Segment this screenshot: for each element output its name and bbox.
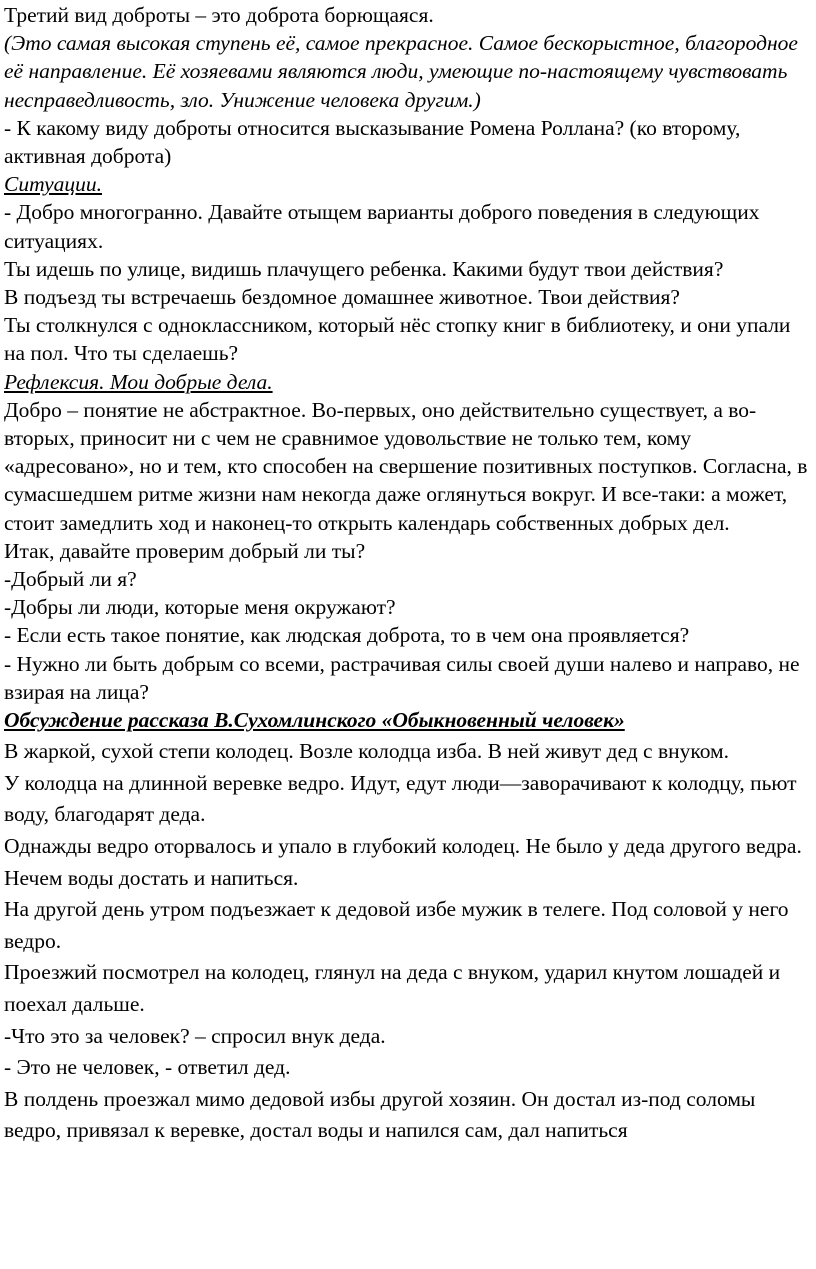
paragraph-question-am-i-kind: -Добрый ли я? xyxy=(4,567,137,592)
heading-situations: Ситуации. xyxy=(4,172,102,197)
paragraph-situation-crying-child: Ты идешь по улице, видишь плачущего ребенка. Какими будут твои действия? xyxy=(4,256,724,281)
section-top xyxy=(4,1,808,734)
paragraph-lets-check: Итак, давайте проверим добрый ли ты? xyxy=(4,538,366,563)
paragraph-question-people-kind: -Добры ли люди, которые меня окружают? xyxy=(4,595,396,620)
story-paragraph-steppe-well: В жаркой, сухой степи колодец. Возле колодца изба. В ней живут дед с внуком. xyxy=(4,739,730,764)
story-paragraph-traveler-left: Проезжий посмотрел на колодец, глянул на деда с внуком, ударил кнутом лошадей и поехал дальше. xyxy=(4,960,781,1017)
story-paragraph-bucket-fell: Однажды ведро оторвалось и упало в глубокий колодец. Не было у деда другого ведра. Нечем воды достать и напиться. xyxy=(4,834,802,890)
story-paragraph-grandfather-answer: - Это не человек, - ответил дед. xyxy=(4,1055,291,1080)
heading-reflection: Рефлексия. Мои добрые дела. xyxy=(4,369,273,394)
paragraph-situation-homeless-pet: В подъезд ты встречаешь бездомное домашнее животное. Твои действия? xyxy=(4,285,680,310)
paragraph-kindness-description: (Это самая высокая ступень её, самое прекрасное. Самое бескорыстное, благородное её направление. Её хозяевами являются люди, умеющие по-настоящему чувствовать несправедливость, зло. Унижение человека другим.) xyxy=(4,31,798,112)
story-paragraph-bucket: У колодца на длинной веревке ведро. Идут, едут люди—заворачивают к колодцу, пьют воду, благодарят деда. xyxy=(4,770,797,827)
paragraph-rolland-question: - К какому виду доброты относится высказывание Ромена Роллана? (ко второму, активная доброта) xyxy=(4,115,741,169)
story-paragraph-grandson-question: -Что это за человек? – спросил внук деда. xyxy=(4,1023,386,1048)
paragraph-question-human-kindness: - Если есть такое понятие, как людская доброта, то в чем она проявляется? xyxy=(4,623,690,648)
heading-story-discussion: Обсуждение рассказа В.Сухомлинского «Обыкновенный человек» xyxy=(4,708,625,733)
paragraph-situations-intro: - Добро многогранно. Давайте отыщем варианты доброго поведения в следующих ситуациях. xyxy=(4,200,760,253)
paragraph-kindness-concept: Добро – понятие не абстрактное. Во-первых, оно действительно существует, а во-вторых, приносит ни с чем не сравнимое удовольствие не только тем, кому «адресовано», но и тем, кто способен на свершение позитивных поступков. Согласна, в сумасшедшем ритме жизни нам некогда даже оглянуться вокруг. И все-таки: а может, стоит замедлить ход и наконец-то открыть календарь собственных добрых дел. xyxy=(4,397,808,535)
paragraph-question-kind-to-all: - Нужно ли быть добрым со всеми, растрачивая силы своей души налево и направо, не взирая на лица? xyxy=(4,651,800,704)
story-paragraph-first-traveler: На другой день утром подъезжает к дедовой избе мужик в телеге. Под соловой у него ведро. xyxy=(4,897,789,953)
paragraph-third-kindness: Третий вид доброты – это доброта борющаяся. xyxy=(4,3,434,27)
section-story xyxy=(4,736,808,1147)
paragraph-situation-dropped-books: Ты столкнулся с одноклассником, который нёс стопку книг в библиотеку, и они упали на пол. Что ты сделаешь? xyxy=(4,313,791,366)
story-paragraph-second-traveler: В полдень проезжал мимо дедовой избы другой хозяин. Он достал из-под соломы ведро, привязал к веревке, достал воды и напился сам, дал напиться xyxy=(4,1086,756,1143)
